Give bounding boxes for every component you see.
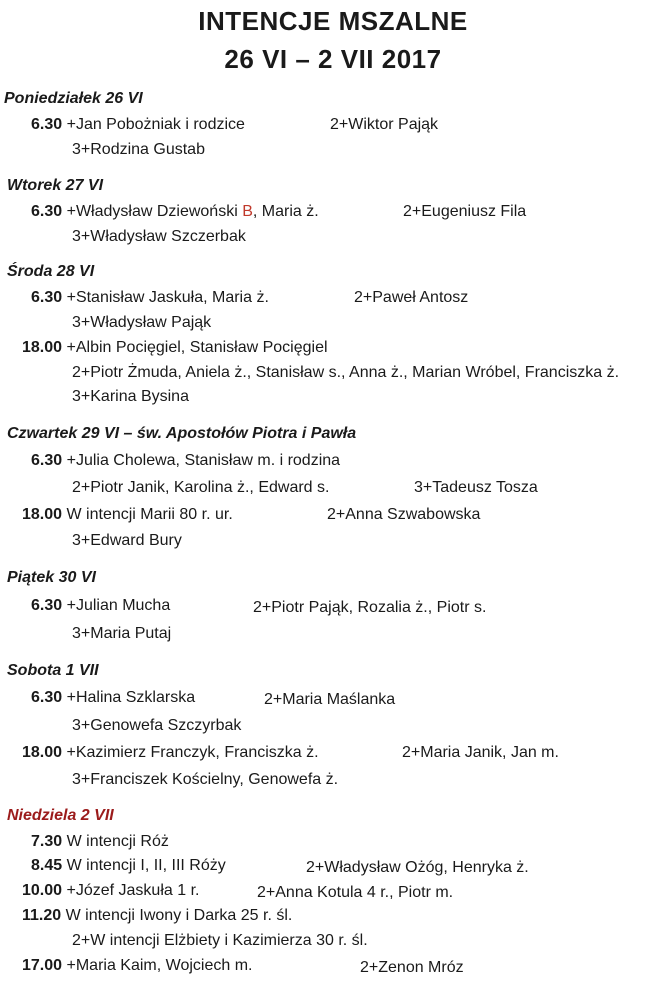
intention-text: 3+Karina Bysina: [72, 388, 189, 405]
mass-entry: [31, 689, 195, 707]
intention-text: W intencji Marii 80 r. ur.: [66, 506, 233, 523]
day-heading-monday: Poniedziałek 26 VI: [4, 90, 143, 107]
intention-text: , Maria ż.: [252, 203, 319, 220]
intention-text: 3+Rodzina Gustab: [72, 141, 205, 158]
intention-text: +Kazimierz Franczyk, Franciszka ż.: [66, 744, 319, 761]
intention-text-second: 2+Zenon Mróz: [360, 959, 464, 976]
mass-entry: [22, 907, 292, 925]
intention-text: +Halina Szklarska: [66, 689, 196, 706]
mass-time: 7.30: [31, 833, 63, 850]
mass-entry: [31, 597, 170, 615]
mass-time: 6.30: [31, 689, 63, 706]
mass-time: 17.00: [22, 957, 63, 974]
red-mark: B: [242, 203, 253, 220]
day-heading-sunday: Niedziela 2 VII: [7, 807, 114, 824]
day-heading-saturday: Sobota 1 VII: [7, 662, 99, 679]
intention-text-second: 2+Paweł Antosz: [354, 289, 469, 306]
intention-text: 3+Władysław Szczerbak: [72, 228, 246, 245]
intention-text: W intencji Iwony i Darka 25 r. śl.: [65, 907, 293, 924]
day-heading-tuesday: Wtorek 27 VI: [7, 177, 104, 194]
intention-text: +Maria Kaim, Wojciech m.: [66, 957, 253, 974]
day-heading-friday: Piątek 30 VI: [7, 569, 96, 586]
intention-text-second: 2+Maria Maślanka: [264, 691, 396, 708]
intention-text: +Władysław Dziewoński: [66, 203, 243, 220]
mass-entry: [31, 833, 169, 851]
intention-text-second: 2+Eugeniusz Fila: [403, 203, 527, 220]
mass-time: 6.30: [31, 452, 63, 469]
intention-text: 2+W intencji Elżbiety i Kazimierza 30 r. śl.: [72, 932, 368, 949]
intention-text-second: 2+Wiktor Pająk: [330, 116, 439, 133]
intention-text: +Józef Jaskuła 1 r.: [66, 882, 200, 899]
mass-entry: [31, 452, 340, 470]
intention-text: W intencji Róż: [66, 833, 169, 850]
day-heading-wednesday: Środa 28 VI: [7, 263, 95, 280]
intention-text: +Albin Pocięgiel, Stanisław Pocięgiel: [66, 339, 328, 356]
intention-text: 3+Władysław Pająk: [72, 314, 212, 331]
intention-text-second: 2+Piotr Pająk, Rozalia ż., Piotr s.: [253, 599, 487, 616]
mass-time: 18.00: [22, 339, 63, 356]
mass-entry: [31, 857, 226, 875]
intention-text-second: 2+Maria Janik, Jan m.: [402, 744, 559, 761]
intention-text-second: 2+Anna Kotula 4 r., Piotr m.: [257, 884, 454, 901]
date-range: 26 VI – 2 VII 2017: [224, 44, 442, 74]
mass-time: 6.30: [31, 203, 63, 220]
intention-text: 2+Piotr Janik, Karolina ż., Edward s.: [72, 479, 330, 496]
mass-entry: [31, 203, 319, 221]
mass-time: 18.00: [22, 506, 63, 523]
intention-text: +Julian Mucha: [66, 597, 171, 614]
mass-time: 10.00: [22, 882, 63, 899]
mass-time: 18.00: [22, 744, 63, 761]
intention-text: 3+Edward Bury: [72, 532, 182, 549]
intention-text: +Stanisław Jaskuła, Maria ż.: [66, 289, 269, 306]
intention-text: 2+Piotr Żmuda, Aniela ż., Stanisław s., Anna ż., Marian Wróbel, Franciszka ż.: [72, 364, 620, 381]
mass-entry: [31, 116, 245, 134]
mass-entry: [22, 339, 328, 357]
mass-entry: [22, 744, 319, 762]
intention-text-second: 2+Władysław Ożóg, Henryka ż.: [306, 859, 529, 876]
intention-text-second: 3+Tadeusz Tosza: [414, 479, 538, 496]
mass-time: 8.45: [31, 857, 63, 874]
mass-entry: [22, 506, 233, 524]
intention-text: 3+Maria Putaj: [72, 625, 172, 642]
intention-text: 3+Franciszek Kościelny, Genowefa ż.: [72, 771, 339, 788]
mass-entry: [31, 289, 269, 307]
mass-entry: [22, 882, 199, 900]
mass-entry: [22, 957, 252, 975]
page-title: INTENCJE MSZALNE: [198, 6, 468, 36]
day-heading-thursday: Czwartek 29 VI – św. Apostołów Piotra i Pawła: [7, 425, 357, 442]
mass-time: 6.30: [31, 116, 63, 133]
intention-text-second: 2+Anna Szwabowska: [327, 506, 481, 523]
intention-text: W intencji I, II, III Róży: [66, 857, 226, 874]
intention-text: 3+Genowefa Szczyrbak: [72, 717, 242, 734]
intention-text: +Jan Pobożniak i rodzice: [66, 116, 245, 133]
mass-time: 6.30: [31, 597, 63, 614]
mass-time: 11.20: [22, 907, 62, 924]
mass-time: 6.30: [31, 289, 63, 306]
intention-text: +Julia Cholewa, Stanisław m. i rodzina: [66, 452, 341, 469]
